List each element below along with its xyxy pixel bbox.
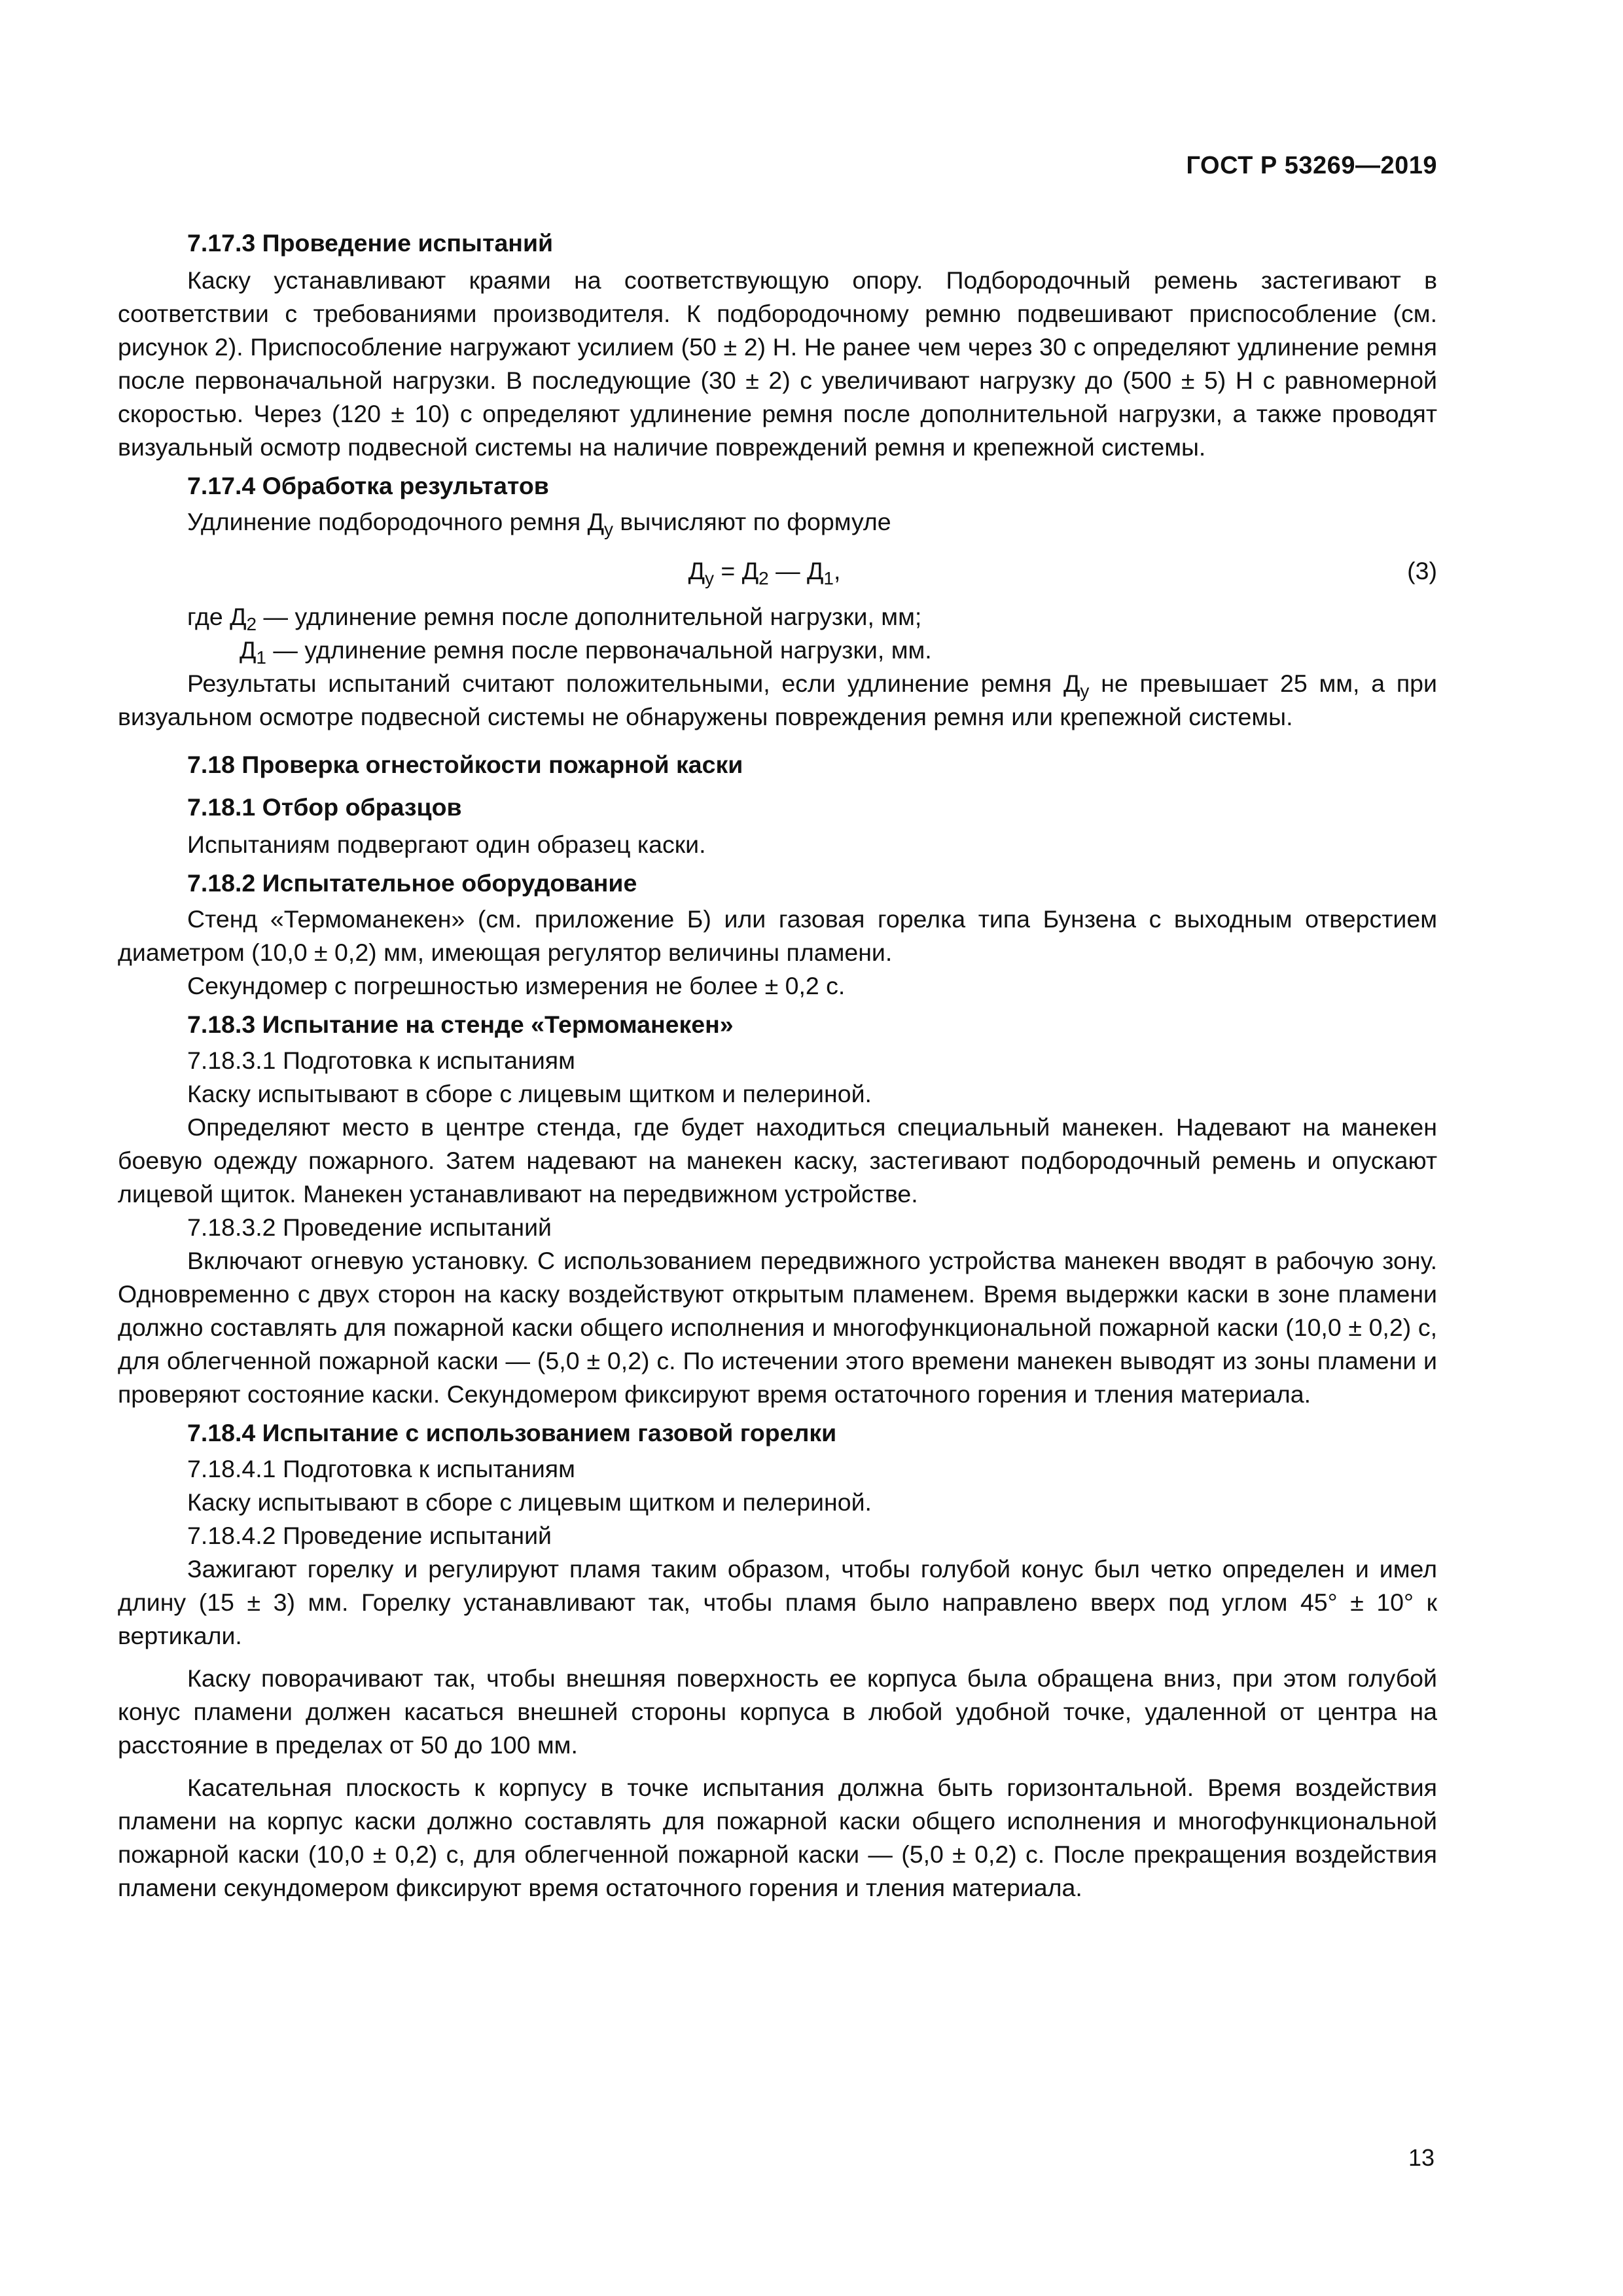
text: Удлинение подбородочного ремня Д: [187, 508, 605, 535]
subscript: 1: [823, 568, 834, 588]
paragraph: Каску поворачивают так, чтобы внешняя поверхность ее корпуса была обращена вниз, при этом голубой конус пламени должен касаться внешней стороны корпуса в любой удобной точке, удаленной от центра на расстояние в пределах от 50 до 100 мм.: [118, 1664, 1437, 1759]
section-heading-7-18-2: 7.18.2 Испытательное оборудование: [187, 869, 637, 897]
text: не превышает 25 мм, а при визуальном осмотре подвесной системы не обнаружены повреждения ремня или крепежной системы.: [118, 670, 1437, 730]
paragraph: Каску устанавливают краями на соответствующую опору. Подбородочный ремень застегивают в соответствии с требованиями производителя. К подбородочному ремню подвешивают приспособление (см. рисунок 2). Приспособление нагружают усилием (50 ± 2) Н. Не ранее чем через 30 с определяют удлинение ремня после первоначальной нагрузки. В последующие (30 ± 2) с увеличивают нагрузку до (500 ± 5) Н с равномерной скоростью. Через (120 ± 10) с определяют удлинение ремня после дополнительной нагрузки, а также проводят визуальный осмотр подвесной системы на наличие повреждений ремня и крепежной системы.: [118, 266, 1437, 461]
formula-eq: = Д: [713, 557, 759, 584]
paragraph: Каску испытывают в сборе с лицевым щитком и пелериной.: [187, 1488, 872, 1516]
spacer: [118, 1653, 1437, 1662]
page-body: [118, 226, 1437, 1905]
formula-minus: — Д: [768, 557, 824, 584]
formula-tail: ,: [834, 557, 841, 584]
text: — удлинение ремня после первоначальной нагрузки, мм.: [266, 636, 932, 664]
formula: [118, 554, 1437, 588]
paragraph: Испытаниям подвергают один образец каски.: [187, 831, 706, 858]
section-heading-7-17-3: 7.17.3 Проведение испытаний: [187, 229, 554, 257]
section-heading-7-17-4: 7.17.4 Обработка результатов: [187, 472, 549, 499]
subscript: у: [604, 519, 614, 539]
paragraph: Стенд «Термоманекен» (см. приложение Б) или газовая горелка типа Бунзена с выходным отверстием диаметром (10,0 ± 0,2) мм, имеющая регулятор величины пламени.: [118, 905, 1437, 966]
formula-number: (3): [1407, 557, 1437, 584]
section-heading-7-18: 7.18 Проверка огнестойкости пожарной каски: [187, 751, 743, 778]
text: вычисляют по формуле: [613, 508, 891, 535]
paragraph: Зажигают горелку и регулируют пламя таким образом, чтобы голубой конус был четко определен и имел длину (15 ± 3) мм. Горелку устанавливают так, чтобы пламя было направлено вверх под углом 45° ± 10° к вертикали.: [118, 1555, 1437, 1649]
paragraph: Каску испытывают в сборе с лицевым щитком и пелериной.: [187, 1080, 872, 1107]
paragraph: Касательная плоскость к корпусу в точке испытания должна быть горизонтальной. Время воздействия пламени на корпус каски должно составлять для пожарной каски общего исполнения и многофункциональной пожарной каски (10,0 ± 0,2) с, для облегченной пожарной каски — (5,0 ± 0,2) с. После прекращения воздействия пламени секундомером фиксируют время остаточного горения и тления материала.: [118, 1774, 1437, 1901]
subsection-title: 7.18.4.2 Проведение испытаний: [187, 1522, 552, 1549]
paragraph: Определяют место в центре стенда, где будет находиться специальный манекен. Надевают на манекен боевую одежду пожарного. Затем надевают на манекен каску, застегивают подбородочный ремень и опускают лицевой щиток. Манекен устанавливают на передвижном устройстве.: [118, 1113, 1437, 1208]
subsection-title: 7.18.4.1 Подготовка к испытаниям: [187, 1455, 575, 1482]
text: — удлинение ремня после дополнительной нагрузки, мм;: [257, 603, 922, 630]
paragraph-formula-intro: [118, 505, 1437, 539]
where-line: [118, 600, 1437, 634]
text: где Д: [187, 603, 247, 630]
subscript: у: [704, 568, 714, 588]
formula-block: [118, 545, 1437, 598]
subscript: у: [1080, 681, 1090, 701]
subsection-title: 7.18.3.2 Проведение испытаний: [187, 1213, 552, 1241]
subscript: 1: [256, 647, 266, 668]
section-heading-7-18-4: 7.18.4 Испытание с использованием газовой горелки: [187, 1419, 837, 1446]
section-heading-7-18-1: 7.18.1 Отбор образцов: [187, 793, 462, 821]
subscript: 2: [758, 568, 769, 588]
section-heading-7-18-3: 7.18.3 Испытание на стенде «Термоманекен»: [187, 1011, 734, 1038]
paragraph-result: [118, 667, 1437, 734]
text: Д: [240, 636, 257, 664]
where-line: [118, 634, 1437, 667]
paragraph: Включают огневую установку. С использованием передвижного устройства манекен вводят в рабочую зону. Одновременно с двух сторон на каску воздействуют открытым пламенем. Время выдержки каски в зоне пламени должно составлять для пожарной каски общего исполнения и многофункциональной пожарной каски (10,0 ± 0,2) с, для облегченной пожарной каски — (5,0 ± 0,2) с. По истечении этого времени манекен выводят из зоны пламени и проверяют состояние каски. Секундомером фиксируют время остаточного горения и тления материала.: [118, 1247, 1437, 1408]
text: Результаты испытаний считают положительными, если удлинение ремня Д: [187, 670, 1080, 697]
paragraph: Секундомер с погрешностью измерения не более ± 0,2 с.: [187, 972, 846, 999]
formula-lhs: Д: [688, 557, 705, 584]
subsection-title: 7.18.3.1 Подготовка к испытаниям: [187, 1047, 575, 1074]
page-number: 13: [1408, 2144, 1435, 2171]
spacer: [118, 1762, 1437, 1771]
document-code: ГОСТ Р 53269—2019: [1186, 152, 1437, 179]
subscript: 2: [246, 614, 257, 634]
